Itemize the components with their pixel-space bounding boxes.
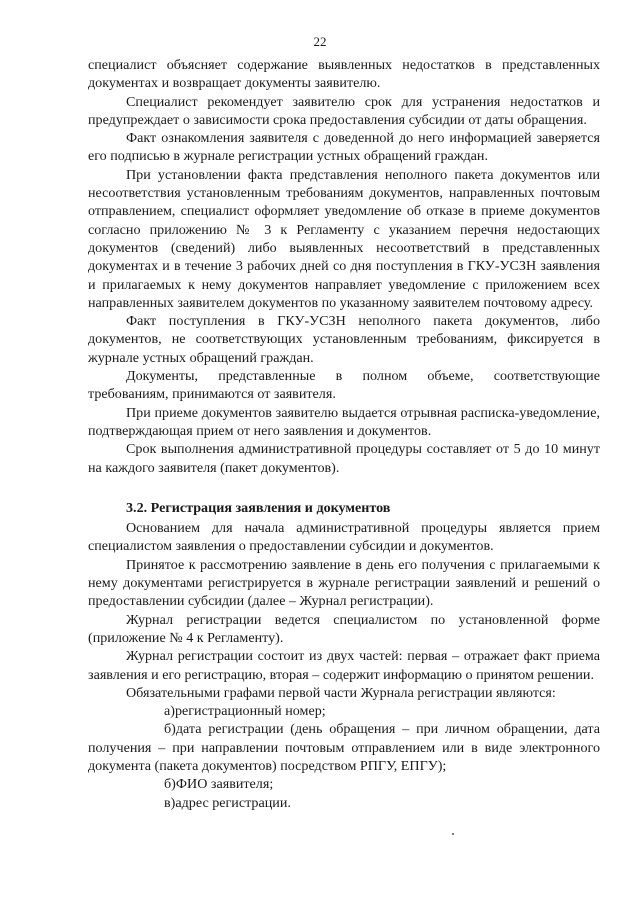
list-item-text: регистрационный номер; — [174, 703, 326, 720]
section-paragraph-3: Журнал регистрации ведется специалистом по установленной форме (приложение № 4 к Регламенту). — [88, 611, 600, 646]
list-marker: в) — [164, 794, 176, 811]
scan-speck — [452, 833, 454, 835]
list-item-text: дата регистрации (день обращения – при личном обращении, дата получения – при направлении почтовым отправлением или в виде электронного документа (пакета документов) посредством РПГУ, ЕПГУ); — [88, 721, 600, 774]
list-marker: б) — [164, 776, 176, 793]
list-item — [88, 775, 600, 793]
document-body — [88, 56, 600, 812]
paragraph-6: Документы, представленные в полном объеме, соответствующие требованиям, принимаются от заявителя. — [88, 368, 600, 403]
section-heading: 3.2. Регистрация заявления и документов — [126, 499, 391, 516]
paragraph-3: Факт ознакомления заявителя с доведенной до него информацией заверяется его подписью в журнале регистрации устных обращений граждан. — [88, 130, 600, 165]
paragraph-1: специалист объясняет содержание выявленных недостатков в представленных документах и возвращает документы заявителю. — [88, 57, 600, 92]
section-paragraph-4: Журнал регистрации состоит из двух частей: первая – отражает факт приема заявления и его регистрацию, вторая – содержит информацию о принятом решении. — [88, 648, 600, 683]
list-item-text: ФИО заявителя; — [175, 776, 274, 793]
list-item — [88, 720, 600, 775]
paragraph-7: При приеме документов заявителю выдается отрывная расписка-уведомление, подтверждающая прием от него заявления и документов. — [88, 404, 600, 439]
paragraph-4: При установлении факта представления неполного пакета документов или несоответствия установленным требованиям документов, направленных почтовым отправлением, специалист оформляет уведомление об отказе в приеме документов согласно приложению № 3 к Регламенту с указанием перечня недостающих документов (сведений) либо выявленных несоответствий в представленных документах и в течение 3 рабочих дней со дня поступления в ГКУ-УСЗН заявления и прилагаемых к нему документов направляет уведомление с приложением всех направленных заявителем документов по указанному заявителем почтовому адресу. — [88, 166, 600, 311]
list-marker: а) — [164, 703, 175, 720]
paragraph-8: Срок выполнения административной процедуры составляет от 5 до 10 минут на каждого заявителя (пакет документов). — [88, 441, 600, 476]
list-item — [88, 702, 600, 720]
list-item-text: адрес регистрации. — [175, 794, 291, 811]
section-paragraph-5: Обязательными графами первой части Журнала регистрации являются: — [126, 684, 556, 701]
page-number: 22 — [313, 34, 327, 49]
paragraph-5: Факт поступления в ГКУ-УСЗН неполного пакета документов, либо документов, не соответствующих установленным требованиям, фиксируется в журнале устных обращений граждан. — [88, 313, 600, 366]
section-paragraph-1: Основанием для начала административной процедуры является прием специалистом заявления о предоставлении субсидии и документов. — [88, 520, 600, 555]
list-marker: б) — [164, 721, 176, 738]
paragraph-2: Специалист рекомендует заявителю срок для устранения недостатков и предупреждает о зависимости срока предоставления субсидии от даты обращения. — [88, 93, 600, 128]
section-paragraph-2: Принятое к рассмотрению заявление в день его получения с прилагаемыми к нему документами регистрируется в журнале регистрации заявлений и решений о предоставлении субсидии (далее – Журнал регистрации). — [88, 556, 600, 610]
list-item — [88, 794, 600, 812]
